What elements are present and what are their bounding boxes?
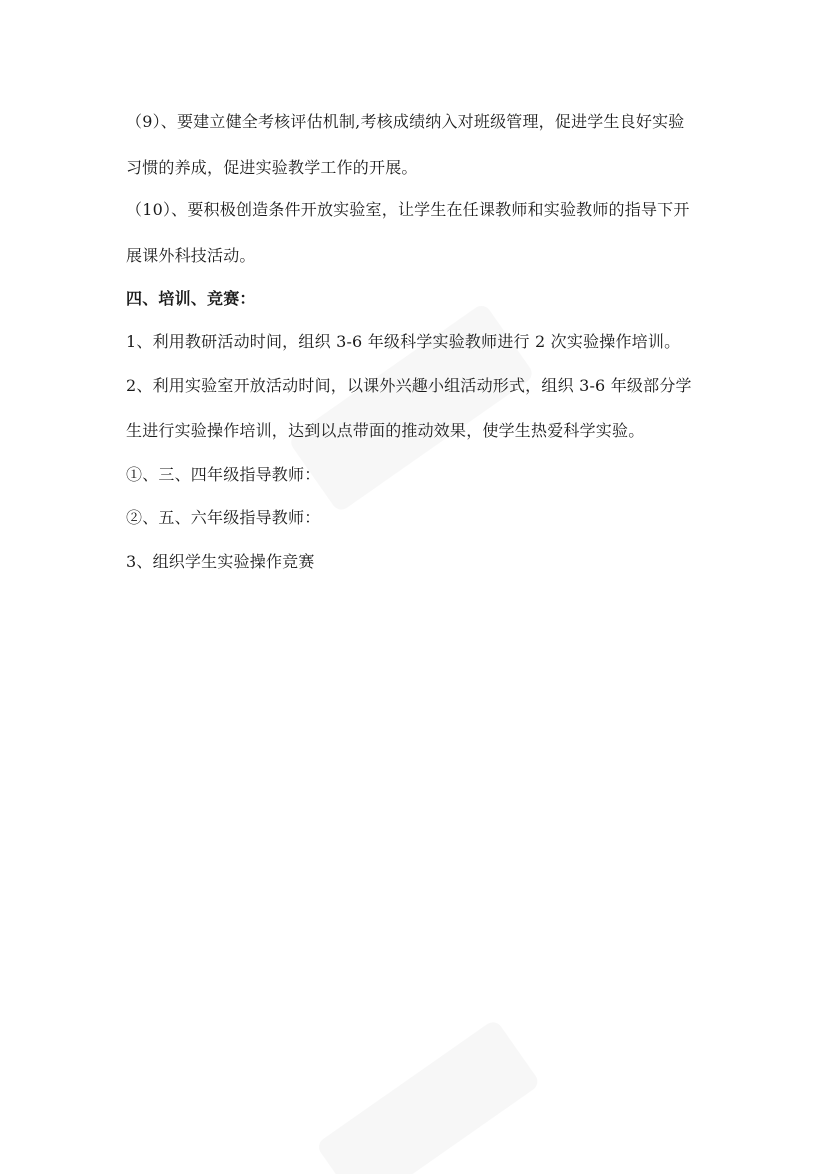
paragraph-10-line-1: （10）、要积极创造条件开放实验室，让学生在任课教师和实验教师的指导下开 bbox=[126, 200, 690, 219]
sub-item-2: ②、五、六年级指导教师： bbox=[126, 508, 321, 527]
paragraph-9-line-1: （9）、要建立健全考核评估机制,考核成绩纳入对班级管理，促进学生良好实验 bbox=[126, 112, 685, 131]
item-1: 1、利用教研活动时间，组织 3-6 年级科学实验教师进行 2 次实验操作培训。 bbox=[126, 332, 681, 351]
section-heading-training: 四、培训、竞赛： bbox=[126, 289, 256, 308]
paragraph-10-line-2: 展课外科技活动。 bbox=[126, 246, 256, 265]
paragraph-9-line-2: 习惯的养成，促进实验教学工作的开展。 bbox=[126, 158, 418, 177]
item-2-line-2: 生进行实验操作培训，达到以点带面的推动效果，使学生热爱科学实验。 bbox=[126, 421, 645, 440]
item-3: 3、组织学生实验操作竞赛 bbox=[126, 552, 315, 571]
item-2-line-1: 2、利用实验室开放活动时间，以课外兴趣小组活动形式，组织 3-6 年级部分学 bbox=[126, 376, 692, 395]
sub-item-1: ①、三、四年级指导教师： bbox=[126, 465, 321, 484]
